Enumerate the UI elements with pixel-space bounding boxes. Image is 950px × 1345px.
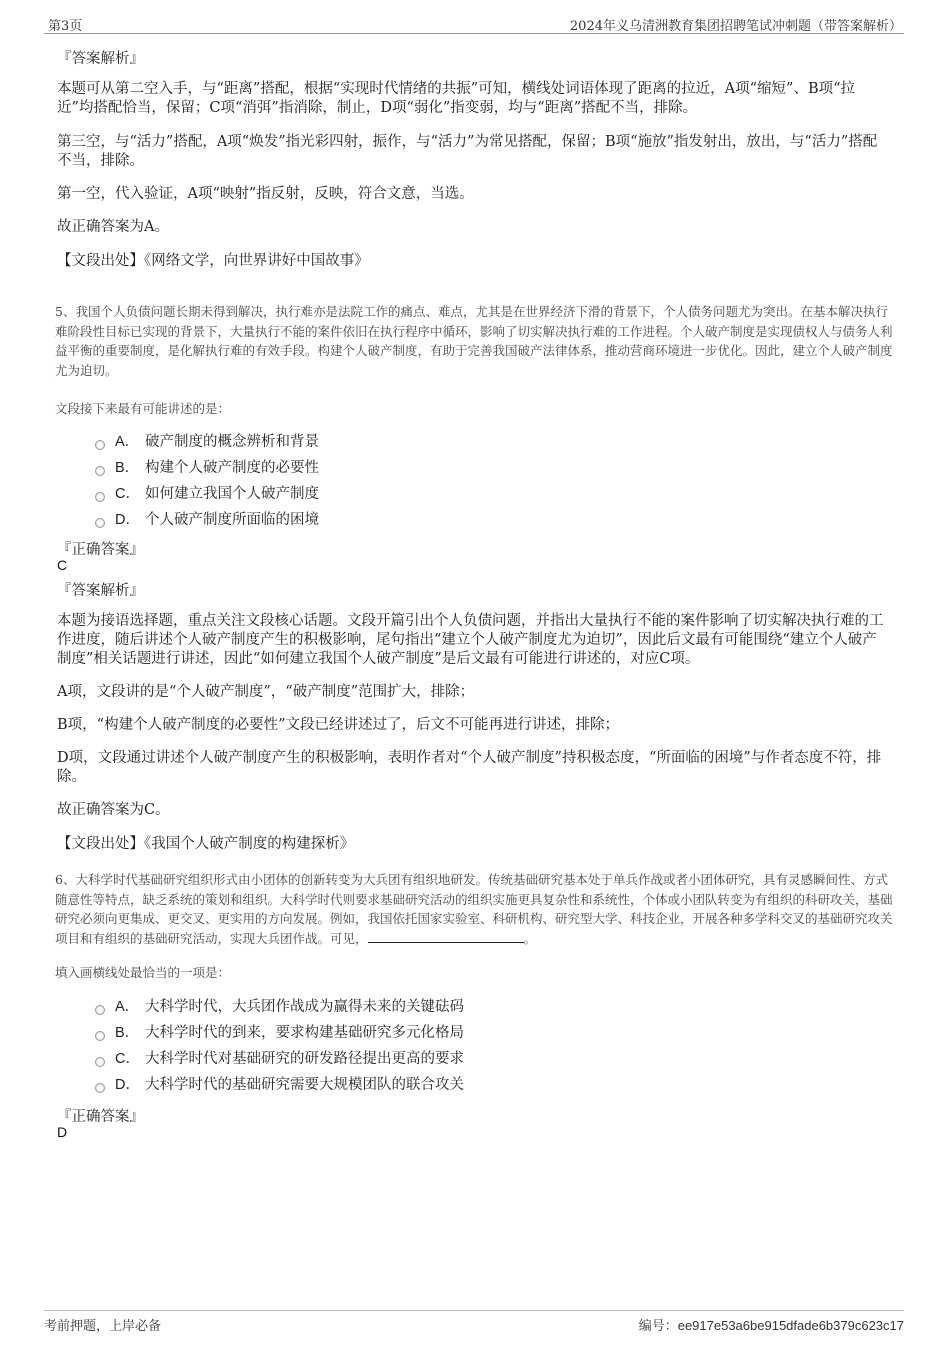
option-key: B． [115, 1025, 140, 1041]
option-text: 大科学时代对基础研究的研发路径提出更高的要求 [145, 1051, 464, 1067]
q5-answer-label: 『正确答案』 [57, 542, 144, 558]
q5-analysis-p5: 故正确答案为C。 [57, 802, 170, 818]
page-footer [44, 1310, 904, 1334]
q6-text: 6、大科学时代基础研究组织形式由小团体的创新转变为大兵团有组织地研发。传统基础研究基本处于单兵作战或者小团体研究，具有灵感瞬间性、方式随意性等特点，缺乏系统的策划和组织。大科学时代则要求基础研究活动的组织实施更具复杂性和系统性，个体或小团队转变为有组织的科研攻关，基础研究必须向更集成、更交叉、更实用的方向发展。例如，我国依托国家实验室、科研机构、研究型大学、科技企业，开展各种多学科交叉的基础研究攻关项目和有组织的基础研究活动，实现大兵团作战。可见， [55, 872, 893, 946]
q6-question-text [55, 870, 893, 948]
option-key: A． [115, 999, 140, 1015]
page-number: 第3页 [48, 19, 83, 34]
page-header [44, 14, 904, 34]
option-key: C． [115, 1051, 140, 1067]
footer-code [639, 1315, 904, 1334]
option-key: C． [115, 486, 140, 502]
option-text: 大科学时代，大兵团作战成为赢得未来的关键砝码 [145, 999, 464, 1015]
option-text: 大科学时代的基础研究需要大规模团队的联合攻关 [145, 1077, 464, 1093]
radio-icon[interactable] [95, 492, 105, 502]
option-key: D． [115, 1077, 140, 1093]
q5-analysis-label: 『答案解析』 [57, 583, 144, 599]
q4-analysis-p3: 第一空，代入验证，A项“映射”指反射，反映，符合文意，当选。 [57, 186, 474, 202]
q6-option-d[interactable] [95, 1075, 464, 1095]
option-text: 如何建立我国个人破产制度 [145, 486, 319, 502]
radio-icon[interactable] [95, 1005, 105, 1015]
q5-option-d[interactable] [95, 510, 319, 530]
q6-stem: 填入画横线处最恰当的一项是： [55, 965, 231, 980]
q5-analysis-p1: 本题为接语选择题，重点关注文段核心话题。文段开篇引出个人负债问题，并指出大量执行不能的案件影响了切实解决执行难的工作进度，随后讲述个人破产制度产生的积极影响，尾句指出“建立个人破产制度尤为迫切”，因此后文最有可能围绕“建立个人破产制度”相关话题进行讲述，因此“如何建立我国个人破产制度”是后文最有可能进行讲述的，对应C项。 [57, 613, 884, 667]
radio-icon[interactable] [95, 1031, 105, 1041]
q6-answer-label: 『正确答案』 [57, 1109, 144, 1125]
q5-analysis-p2: A项，文段讲的是“个人破产制度”，“破产制度”范围扩大，排除； [57, 684, 475, 700]
option-key: D． [115, 512, 140, 528]
q5-analysis-p3: B项，“构建个人破产制度的必要性”文段已经讲述过了，后文不可能再进行讲述，排除； [57, 717, 619, 733]
q5-option-b[interactable] [95, 458, 319, 478]
option-key: B． [115, 460, 140, 476]
q4-analysis-p2: 第三空，与“活力”搭配，A项“焕发”指光彩四射，振作，与“活力”为常见搭配，保留；B项“施放”指发射出，放出，与“活力”搭配不当，排除。 [57, 134, 878, 169]
fill-blank [368, 930, 524, 943]
q4-analysis-p1: 本题可从第二空入手，与“距离”搭配，根据“实现时代情绪的共振”可知，横线处词语体现了距离的拉近，A项“缩短”、B项“拉近”均搭配恰当，保留；C项“消弭”指消除，制止，D项“弱化”指变弱，均与“距离”搭配不当，排除。 [57, 81, 856, 116]
q5-option-c[interactable] [95, 484, 319, 504]
q6-option-a[interactable] [95, 997, 464, 1017]
q6-option-c[interactable] [95, 1049, 464, 1069]
q4-source: 【文段出处】《网络文学，向世界讲好中国故事》 [57, 253, 369, 269]
q5-stem: 文段接下来最有可能讲述的是： [55, 401, 231, 416]
q5-source: 【文段出处】《我国个人破产制度的构建探析》 [57, 836, 355, 852]
q5-option-a[interactable] [95, 432, 319, 452]
radio-icon[interactable] [95, 466, 105, 476]
q4-analysis-label: 『答案解析』 [57, 51, 144, 67]
option-key: A． [115, 434, 140, 450]
radio-icon[interactable] [95, 1083, 105, 1093]
footer-code-label: 编号： [638, 1319, 678, 1334]
option-text: 构建个人破产制度的必要性 [145, 460, 319, 476]
q5-question-text: 5、我国个人负债问题长期未得到解决，执行难亦是法院工作的痛点、难点，尤其是在世界经济下滑的背景下，个人债务问题尤为突出。在基本解决执行难阶段性目标已实现的背景下，大量执行不能的案件依旧在执行程序中循环，影响了切实解决执行难的工作进程。个人破产制度是实现债权人与债务人利益平衡的重要制度，是化解执行难的有效手段。构建个人破产制度，有助于完善我国破产法律体系，推动营商环境进一步优化。因此，建立个人破产制度尤为迫切。 [55, 304, 893, 378]
q6-answer: D [57, 1124, 68, 1140]
q6-option-b[interactable] [95, 1023, 464, 1043]
footer-slogan: 考前押题，上岸必备 [44, 1319, 162, 1334]
option-text: 个人破产制度所面临的困境 [145, 512, 319, 528]
radio-icon[interactable] [95, 1057, 105, 1067]
q6-text-end: 。 [523, 930, 537, 946]
document-title: 2024年义乌清洲教育集团招聘笔试冲刺题（带答案解析） [569, 19, 902, 34]
option-text: 大科学时代的到来，要求构建基础研究多元化格局 [145, 1025, 464, 1041]
footer-code-value: ee917e53a6be915dfade6b379c623c17 [677, 1318, 904, 1333]
q4-analysis-p4: 故正确答案为A。 [57, 219, 169, 235]
radio-icon[interactable] [95, 518, 105, 528]
q5-answer: C [57, 557, 68, 573]
option-text: 破产制度的概念辨析和背景 [145, 434, 319, 450]
radio-icon[interactable] [95, 440, 105, 450]
q5-analysis-p4: D项，文段通过讲述个人破产制度产生的积极影响，表明作者对“个人破产制度”持积极态度，“所面临的困境”与作者态度不符，排除。 [57, 750, 882, 785]
